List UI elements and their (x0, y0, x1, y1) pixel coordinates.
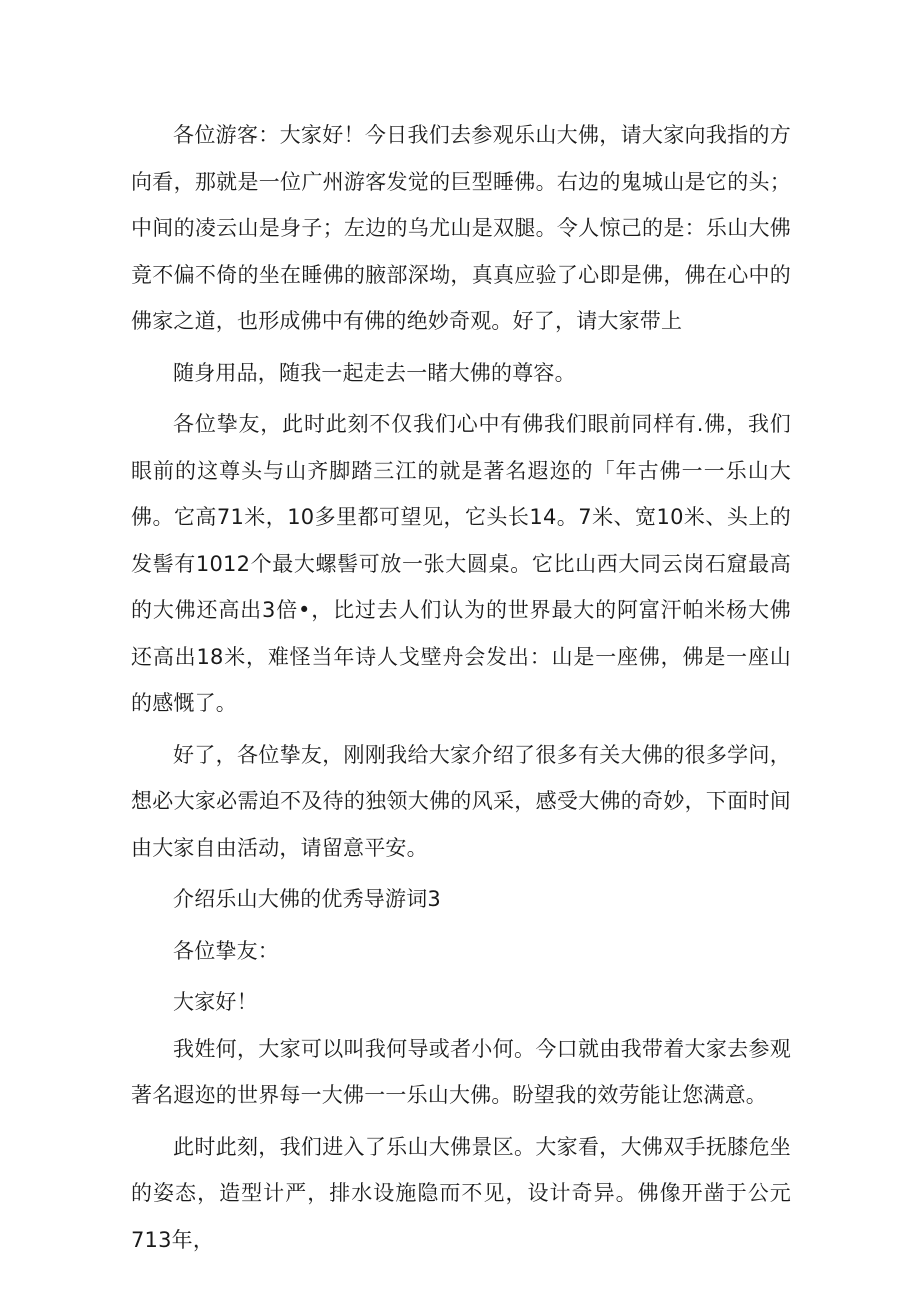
paragraph-buddha-size: 各位挚友，此时此刻不仅我们心中有佛我们眼前同样有.佛，我们眼前的这尊头与山齐脚踏三江的就是著名遐迩的「年古佛一一乐山大佛。它高71米，10多里都可望见，它头长14。7米、宽10米、头上的发髻有1012个最大螺髻可放一张大圆桌。它比山西大同云岗石窟最高的大佛还高出3倍•，比过去人们认为的世界最大的阿富汗帕米杨大佛还高出18米，难怪当年诗人戈壁舟会发出：山是一座佛，佛是一座山的感慨了。 (131, 412, 791, 715)
paragraph-continuation: 随身用品，随我一起走去一睹大佛的尊容。 (173, 360, 576, 385)
document-body (131, 112, 791, 1263)
paragraph-scenic-area: 此时此刻，我们进入了乐山大佛景区。大家看，大佛双手抚膝危坐的姿态，造型计严，排水设施隐而不见，设计奇异。佛像开凿于公元713年， (131, 1134, 791, 1252)
section-title: 介绍乐山大佛的优秀导游词3 (173, 887, 441, 911)
paragraph-free-activity: 好了，各位挚友，刚刚我给大家介绍了很多有关大佛的很多学问，想必大家必需迫不及待的独领大佛的风采，感受大佛的奇妙，下面时间由大家自由活动，请留意平安。 (131, 742, 791, 860)
hello-line: 大家好！ (173, 990, 258, 1014)
paragraph-guide-intro: 我姓何，大家可以叫我何导或者小何。今口就由我带着大家去参观著名遐迩的世界每一大佛一一乐山大佛。盼望我的效劳能让您满意。 (131, 1036, 791, 1107)
paragraph-intro: 各位游客：大家好！今日我们去参观乐山大佛，请大家向我指的方向看，那就是一位广州游客发觉的巨型睡佛。右边的鬼城山是它的头；中间的凌云山是身子；左边的乌尤山是双腿。令人惊己的是：乐山大佛竟不偏不倚的坐在睡佛的腋部深坳，真真应验了心即是佛，佛在心中的佛家之道，也形成佛中有佛的绝妙奇观。好了，请大家带上 (131, 123, 791, 333)
greeting-line: 各位挚友： (173, 938, 279, 963)
